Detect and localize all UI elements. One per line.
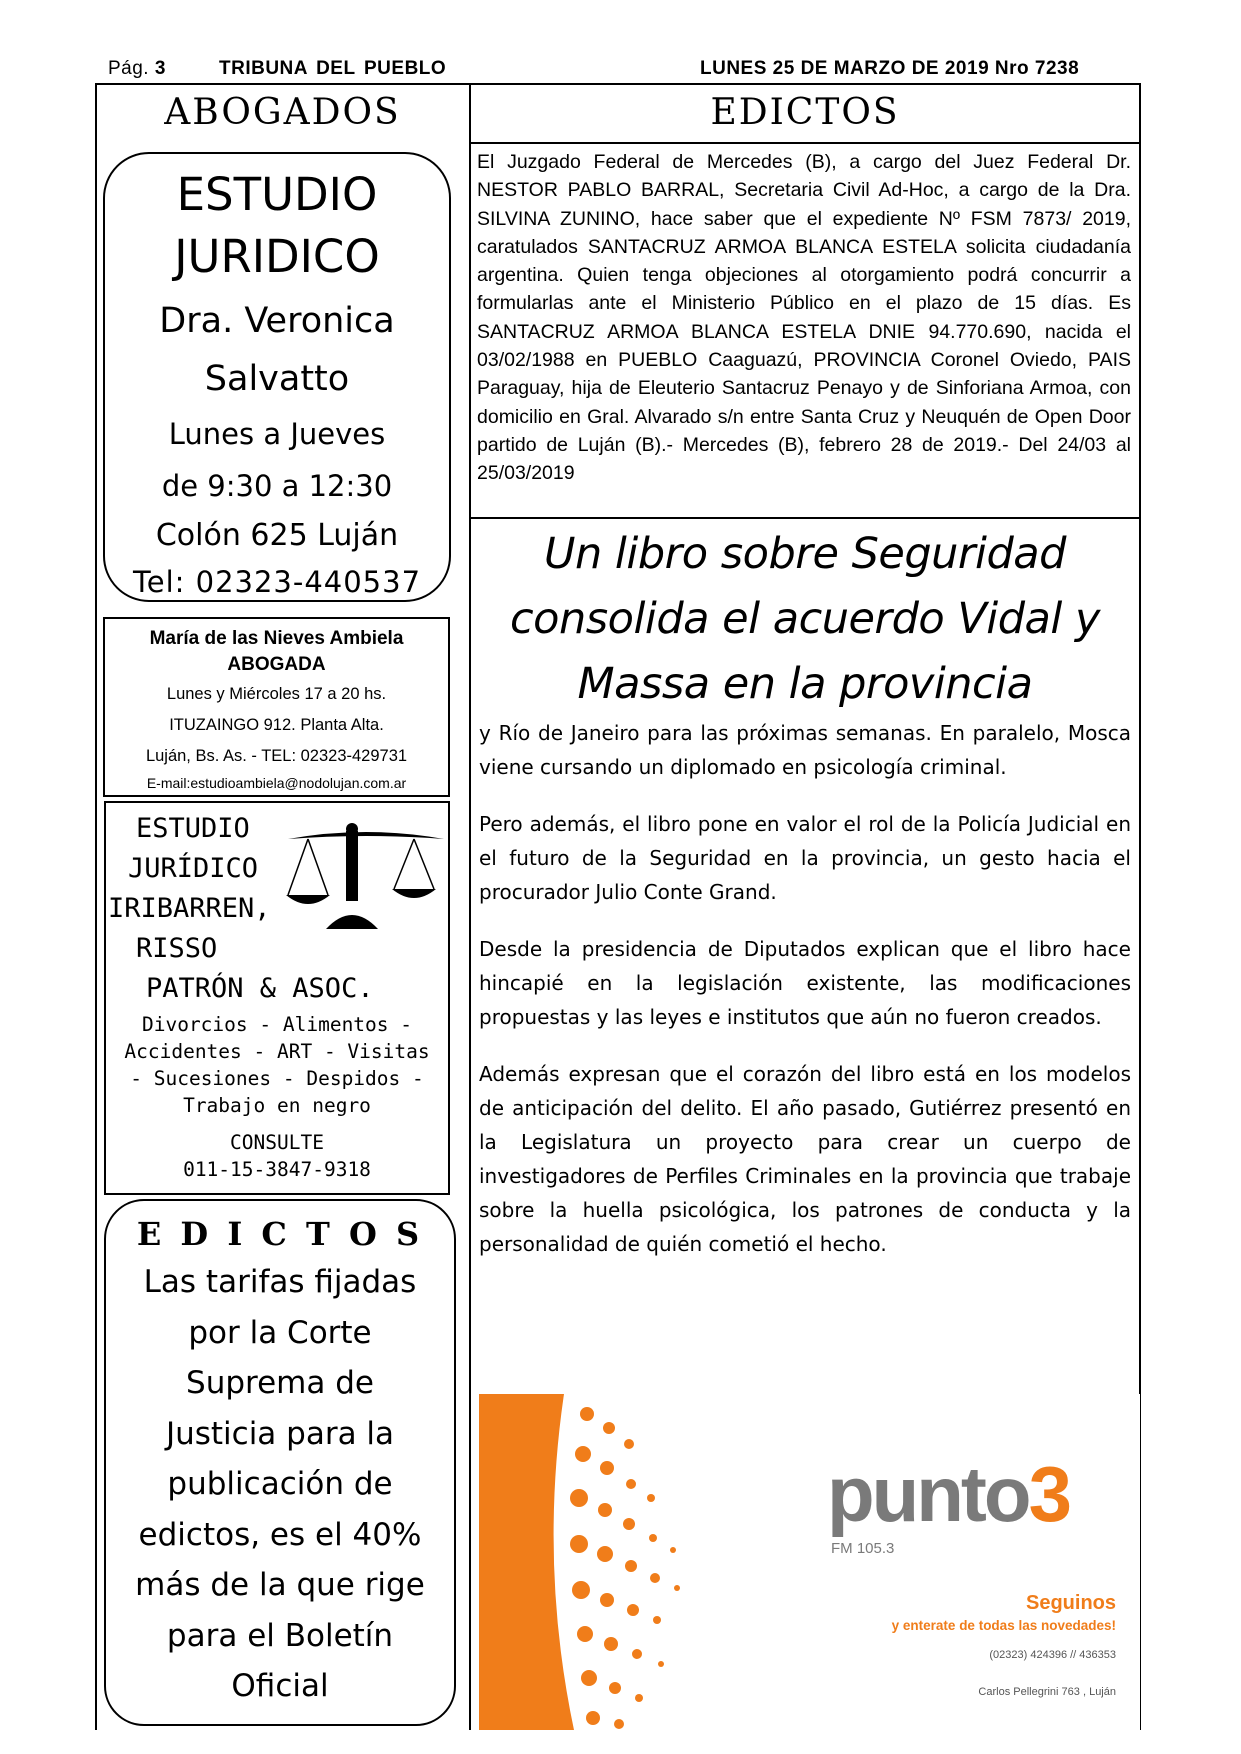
headline-line: Massa en la provincia: [577, 659, 1033, 709]
article-paragraph: Desde la presidencia de Diputados explican que el libro hace hincapié en la legislación existente, las modificaciones propuestas y las leyes e institutos que aún no fueron creados.: [479, 937, 1131, 1029]
headline-line: Un libro sobre Seguridad: [544, 529, 1066, 579]
brand-number: 3: [1028, 1450, 1069, 1538]
section-title-abogados: ABOGADOS: [164, 92, 401, 133]
office-email: E-mail:estudioambiela@nodolujan.com.ar: [146, 775, 407, 791]
services-line: Divorcios - Alimentos -: [141, 1013, 413, 1036]
services-line: Accidentes - ART - Visitas: [124, 1040, 430, 1063]
note-line: Las tarifas fijadas: [143, 1264, 417, 1300]
ad-line: Salvatto: [204, 359, 350, 399]
lawyer-title: ABOGADA: [227, 654, 326, 675]
note-line: Suprema de: [186, 1365, 374, 1401]
article-paragraph: Además expresan que el corazón del libro está en los modelos de anticipación del delito. El año pasado, Gutiérrez presentó en la Legislatura un proyecto para crear un cuerpo de investigadores de Perfiles Criminales en la provincia que trabaje sobre la huella psicológica, los patrones de conducta y la personalidad de quién cometió el hecho.: [479, 1062, 1131, 1256]
ad-punto3-radio: [479, 1394, 1140, 1730]
page-number-label: Pág. 3: [108, 58, 166, 79]
brand-name: punto: [827, 1450, 1029, 1538]
ad-line: Lunes a Jueves: [168, 417, 386, 451]
section-title-edictos: EDICTOS: [710, 92, 900, 133]
ad-line: Dra. Veronica: [159, 301, 395, 341]
scales-of-justice-icon: [286, 821, 446, 933]
ad-slogan-title: Seguinos: [1025, 1592, 1116, 1614]
newspaper-name: TRIBUNA DEL PUEBLO: [219, 58, 447, 79]
edicto-text: El Juzgado Federal de Mercedes (B), a cargo del Juez Federal Dr. NESTOR PABLO BARRAL, Secretaria Civil Ad-Hoc, a cargo de la Dra. SILVINA ZUNINO, hace saber que el expediente Nº FSM 7873/ 2019, caratulados SANTACRUZ ARMOA BLANCA ESTELA solicita ciudadanía argentina. Quien tenga objeciones al otorgamiento podrá concurrir a formularlas ante el Ministerio Público en el plazo de 15 días. Es SANTACRUZ ARMOA BLANCA ESTELA DNIE 94.770.690, nacida el 03/02/1988 en PUEBLO Caaguazú, PROVINCIA Coronel Oviedo, PAIS Paraguay, hija de Eleuterio Santacruz Penayo y de Sinforiana Armoa, con domicilio en Gral. Alvarado s/n entre Santa Cruz y Neuquén de Open Door partido de Luján (B).- Mercedes (B), febrero 28 de 2019.- Del 24/03 al 25/03/2019: [477, 151, 1131, 485]
ad-line: ESTUDIO: [176, 168, 378, 221]
edictos-tarifas-note: [104, 1199, 456, 1726]
note-line: Oficial: [231, 1668, 329, 1704]
ad-iribarren-risso: [104, 801, 450, 1195]
ad-line: de 9:30 a 12:30: [161, 469, 393, 503]
note-line: más de la que rige: [135, 1567, 425, 1603]
services-line: - Sucesiones - Despidos -: [130, 1067, 424, 1090]
firm-phone: 011-15-3847-9318: [183, 1158, 371, 1181]
note-line: edictos, es el 40%: [138, 1516, 422, 1553]
note-line: publicación de: [167, 1466, 393, 1502]
article-paragraph: Pero además, el libro pone en valor el rol de la Policía Judicial en el futuro de la Seguridad en la provincia, un gesto hacia el procurador Julio Conte Grand.: [479, 812, 1131, 904]
edictos-header-box: [470, 84, 1140, 144]
note-line: Justicia para la: [165, 1415, 395, 1452]
firm-line: ESTUDIO: [136, 813, 250, 844]
lawyer-name: María de las Nieves Ambiela: [149, 628, 404, 649]
ad-ambiela: [103, 617, 450, 797]
punto3-logo: [827, 1450, 1069, 1538]
consulte-label: CONSULTE: [230, 1131, 324, 1154]
article-paragraph: y Río de Janeiro para las próximas semanas. En paralelo, Mosca viene cursando un diplomado en psicología criminal.: [479, 721, 1131, 779]
note-line: por la Corte: [188, 1314, 372, 1351]
ad-phones: (02323) 424396 // 436353: [989, 1649, 1116, 1661]
firm-line: IRIBARREN,: [108, 893, 271, 924]
note-line: para el Boletín: [166, 1617, 394, 1654]
article-headline: [472, 522, 1138, 717]
headline-line: consolida el acuerdo Vidal y: [510, 594, 1100, 644]
office-hours: Lunes y Miércoles 17 a 20 hs.: [166, 685, 387, 703]
ad-orange-graphic: [479, 1394, 1140, 1730]
firm-line: RISSO: [136, 933, 218, 964]
ad-line: JURIDICO: [174, 230, 380, 283]
ad-estudio-juridico-salvatto: [103, 152, 451, 602]
issue-date: LUNES 25 DE MARZO DE 2019 Nro 7238: [700, 58, 1080, 79]
frame-left-rule: [95, 84, 97, 1730]
firm-line: PATRÓN & ASOC.: [146, 973, 374, 1004]
ad-address: Carlos Pellegrini 763 , Luján: [978, 1686, 1116, 1698]
radio-frequency: FM 105.3: [831, 1540, 895, 1557]
ad-phone: Tel: 02323-440537: [132, 565, 422, 599]
ad-slogan-subtitle: y enterate de todas las novedades!: [891, 1618, 1116, 1633]
ad-line: Colón 625 Luján: [155, 518, 399, 553]
firm-line: JURÍDICO: [128, 853, 259, 884]
office-city-phone: Luján, Bs. As. - TEL: 02323-429731: [145, 747, 408, 765]
edictos-note-title: E D I C T O S: [136, 1215, 424, 1253]
services-line: Trabajo en negro: [183, 1094, 371, 1117]
office-address: ITUZAINGO 912. Planta Alta.: [169, 716, 384, 734]
